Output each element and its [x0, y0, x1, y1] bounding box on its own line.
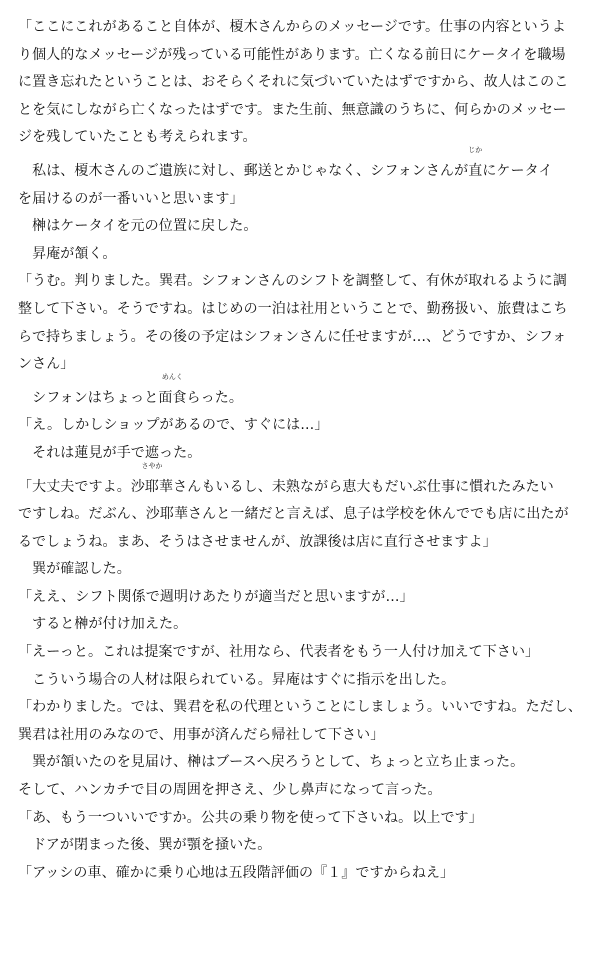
text-line: 巽が頷いたのを見届け、榊はブースへ戻ろうとして、ちょっと立ち止まった。 [18, 754, 525, 771]
text-line: を届けるのが一番いいと思います」 [18, 190, 244, 207]
ruby-base: 面食 [158, 389, 187, 406]
text-line: 「うむ。判りました。巽君。シフォンさんのシフトを調整して、有休が取れるように調 [18, 273, 567, 290]
text-line: 榊はケータイを元の位置に戻した。 [18, 218, 258, 235]
text-segment: さんもいるし、未熟ながら恵大もだいぶ仕事に慣れたみたい [173, 478, 554, 495]
text-line-with-ruby [18, 461, 601, 502]
text-line: り個人的なメッセージが残っている可能性があります。亡くなる前日にケータイを職場 [18, 46, 566, 63]
text-line: 昇庵が頷く。 [18, 245, 117, 262]
text-line: とを気にしながら亡くなったはずです。また生前、無意識のうちに、何らかのメッセー [18, 101, 567, 118]
text-line: 「ええ、シフト関係で週明けあたりが適当だと思いますが…」 [18, 588, 414, 605]
text-line: 「えーっと。これは提案ですが、社用なら、代表者をもう一人付け加えて下さい」 [18, 644, 540, 661]
ruby-base: 直 [468, 162, 483, 179]
text-segment: にケータイ [482, 162, 553, 179]
text-line: ンさん」 [18, 356, 75, 373]
text-line: それは蓮見が手で遮った。 [18, 444, 202, 461]
text-line: 「アッシの車、確かに乗り心地は五段階評価の『１』ですからねえ」 [18, 864, 455, 881]
text-line: 巽君は社用のみなので、用事が済んだら帰社して下さい」 [18, 726, 385, 743]
text-line: こういう場合の人材は限られている。昇庵はすぐに指示を出した。 [18, 671, 456, 688]
ruby-word [158, 372, 187, 413]
text-segment: 「大丈夫ですよ。 [18, 478, 131, 495]
text-line: 「わかりました。では、巽君を私の代理ということにしましょう。いいですね。ただし、 [18, 699, 582, 716]
ruby-word [130, 461, 174, 502]
text-line: らで持ちましょう。その後の予定はシフォンさんに任せますが…、どうですか、シフォ [18, 328, 567, 345]
text-segment: シフォンはちょっと [18, 389, 159, 406]
text-line: 「え。しかしショップがあるので、すぐには…」 [18, 417, 329, 434]
text-line: そして、ハンカチで目の周囲を押さえ、少し鼻声になって言った。 [18, 782, 442, 799]
text-line: ジを残していたことも考えられます。 [18, 129, 257, 146]
ruby-word [468, 145, 483, 186]
text-line: ですしね。だぶん、沙耶華さんと一緒だと言えば、息子は学校を休んででも店に出たが [18, 506, 569, 523]
text-line: 整して下さい。そうですね。はじめの一泊は社用ということで、勤務扱い、旅費はこち [18, 300, 568, 317]
text-line: ドアが閉まった後、巽が顎を掻いた。 [18, 837, 272, 854]
ruby-base: 沙耶華 [130, 478, 174, 495]
text-line: すると榊が付け加えた。 [18, 616, 188, 633]
text-line: 巽が確認した。 [18, 561, 131, 578]
text-line: に置き忘れたということは、おそらくそれに気づいていたはずですから、故人はこのこ [18, 74, 569, 91]
ruby-reading: さやか [141, 461, 163, 470]
text-line: 「あ、もう一ついいですか。公共の乗り物を使って下さいね。以上です」 [18, 809, 483, 826]
text-line-with-ruby [18, 372, 601, 413]
text-line: 「ここにこれがあること自体が、榎木さんからのメッセージです。仕事の内容というよ [18, 19, 566, 35]
text-segment: 私は、榎木さんのご遺族に対し、郵送とかじゃなく、シフォンさんが [18, 162, 469, 179]
text-segment: らった。 [186, 389, 243, 406]
text-line-with-ruby [18, 145, 601, 186]
ruby-reading: じか [468, 145, 483, 154]
ruby-reading: めんく [161, 372, 183, 381]
text-line: るでしょうね。まあ、そうはさせませんが、放課後は店に直行させますよ」 [18, 533, 497, 550]
